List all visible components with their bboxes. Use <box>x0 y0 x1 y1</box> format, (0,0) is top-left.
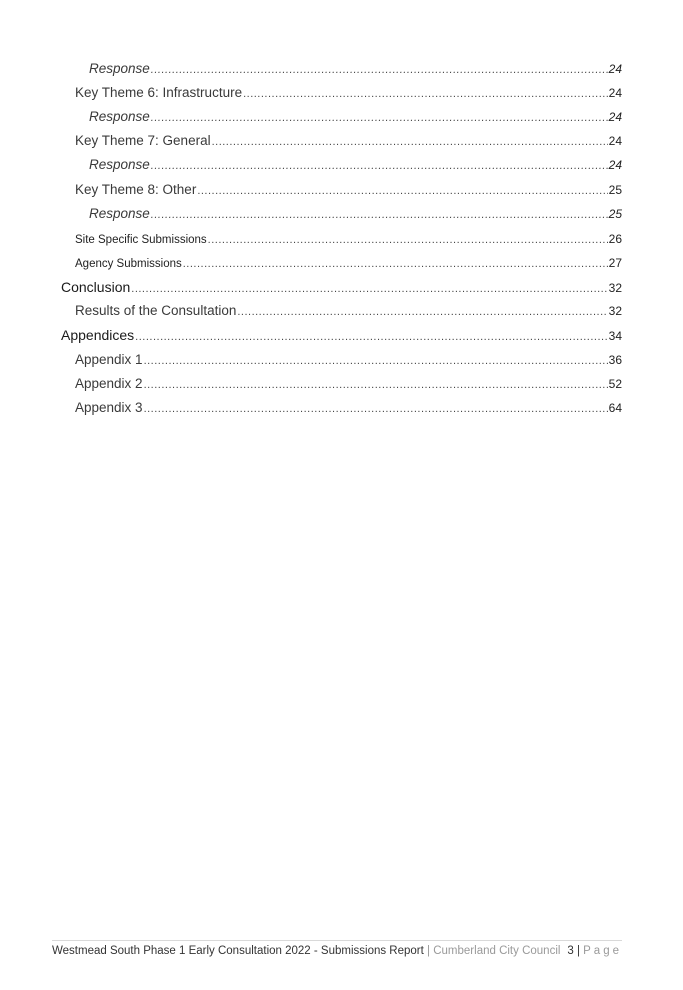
toc-entry-title: Appendix 1 <box>75 352 143 367</box>
toc-entry-page: 24 <box>608 158 622 172</box>
toc-entry[interactable] <box>75 350 622 370</box>
toc-entry[interactable] <box>75 131 622 151</box>
toc-dot-leader <box>144 399 608 419</box>
toc-entry[interactable] <box>75 253 622 273</box>
toc-dot-leader <box>144 375 608 395</box>
toc-dot-leader <box>144 351 608 371</box>
footer-page-separator: | <box>576 945 580 957</box>
toc-entry-title: Results of the Consultation <box>75 303 237 318</box>
toc-entry[interactable] <box>75 374 622 394</box>
toc-entry-title: Response <box>89 206 150 221</box>
toc-dot-leader <box>243 84 608 104</box>
toc-entry-page: 32 <box>608 304 622 318</box>
toc-entry-page: 25 <box>608 207 622 221</box>
toc-dot-leader <box>131 279 607 299</box>
toc-dot-leader <box>151 108 608 128</box>
toc-entry-title: Appendices <box>61 327 135 343</box>
toc-entry[interactable] <box>75 301 622 321</box>
toc-entry[interactable] <box>75 180 622 200</box>
toc-entry-title: Site Specific Submissions <box>75 234 207 246</box>
toc-entry-page: 36 <box>608 353 622 367</box>
toc-entry-title: Key Theme 8: Other <box>75 182 197 197</box>
toc-entry[interactable] <box>61 277 622 297</box>
toc-entry-page: 26 <box>608 232 622 246</box>
toc-dot-leader <box>151 156 608 176</box>
toc-dot-leader <box>151 60 608 80</box>
toc-entry[interactable] <box>89 107 622 127</box>
toc-entry-page: 24 <box>608 62 622 76</box>
toc-entry-title: Key Theme 7: General <box>75 133 211 148</box>
toc-entry-page: 27 <box>608 256 622 270</box>
footer-left <box>52 945 560 957</box>
toc-entry-page: 32 <box>608 281 622 295</box>
toc-entry-title: Response <box>89 157 150 172</box>
toc-entry-page: 24 <box>608 110 622 124</box>
toc-entry[interactable] <box>75 229 622 249</box>
toc-entry-title: Key Theme 6: Infrastructure <box>75 85 243 100</box>
toc-entry-page: 34 <box>608 329 622 343</box>
toc-entry-page: 52 <box>608 377 622 391</box>
toc-entry-page: 64 <box>608 401 622 415</box>
toc-entry[interactable] <box>89 59 622 79</box>
toc-entry[interactable] <box>75 398 622 418</box>
toc-dot-leader <box>208 230 608 250</box>
toc-dot-leader <box>183 254 608 274</box>
toc-dot-leader <box>237 302 607 322</box>
toc-entry-title: Appendix 2 <box>75 376 143 391</box>
footer-right <box>567 945 622 957</box>
toc-entry[interactable] <box>89 204 622 224</box>
toc-entry[interactable] <box>61 325 622 345</box>
page-footer <box>52 940 622 957</box>
toc-dot-leader <box>212 132 608 152</box>
footer-page-label: Page <box>583 945 622 957</box>
footer-report-title: Westmead South Phase 1 Early Consultation 2022 - Submissions Report <box>52 945 424 957</box>
toc-entry[interactable] <box>75 83 622 103</box>
toc-entry-title: Agency Submissions <box>75 258 182 270</box>
toc-entry-page: 24 <box>608 134 622 148</box>
footer-separator: | <box>427 945 431 957</box>
toc-entry-title: Response <box>89 109 150 124</box>
toc-dot-leader <box>197 181 607 201</box>
toc-dot-leader <box>151 205 608 225</box>
footer-organisation: Cumberland City Council <box>433 945 561 957</box>
footer-page-number: 3 <box>567 945 574 957</box>
toc-entry-page: 25 <box>608 183 622 197</box>
toc-entry-title: Response <box>89 61 150 76</box>
toc-entry[interactable] <box>89 155 622 175</box>
toc-dot-leader <box>135 327 607 347</box>
toc-entry-page: 24 <box>608 86 622 100</box>
toc-entry-title: Conclusion <box>61 279 131 295</box>
toc-entry-title: Appendix 3 <box>75 400 143 415</box>
